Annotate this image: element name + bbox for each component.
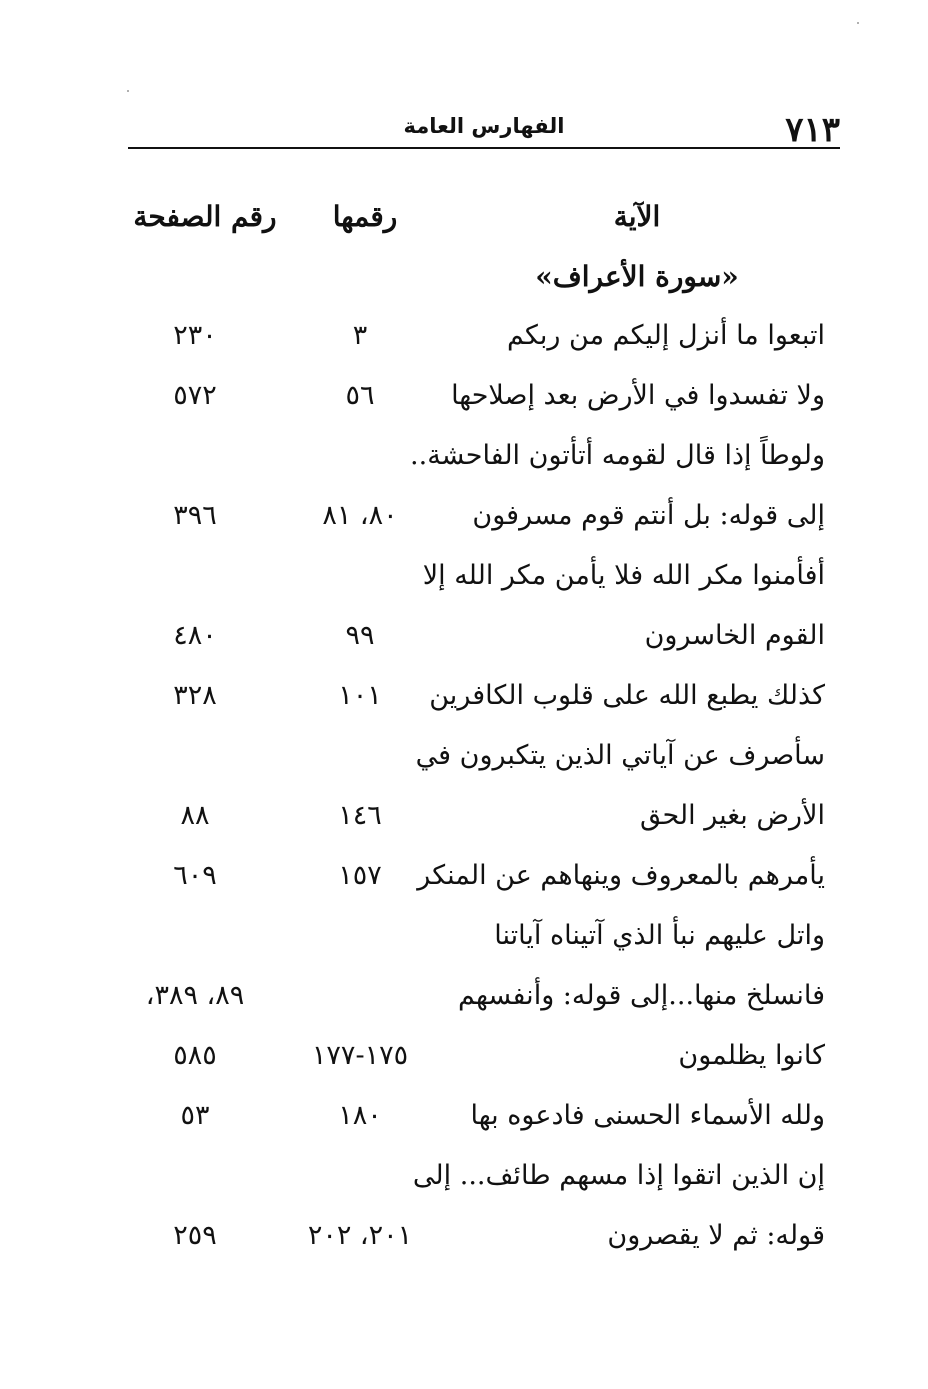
page-reference <box>110 726 280 786</box>
ayah-text: سأصرف عن آياتي الذين يتكبرون في <box>415 740 825 771</box>
ayah-number: ١٤٦ <box>338 800 382 831</box>
table-row <box>0 426 928 486</box>
ayah-number: ١٧٥-١٧٧ <box>311 1040 409 1071</box>
column-header-ayah-number: رقمها <box>332 200 398 233</box>
ayah-number <box>280 546 440 606</box>
ayah-number <box>280 726 440 786</box>
ayah-text: كانوا يظلمون <box>678 1040 825 1071</box>
ayah-text: ولله الأسماء الحسنى فادعوه بها <box>470 1100 825 1131</box>
page-reference <box>110 906 280 966</box>
ayah-number: ٥٦ <box>345 380 375 411</box>
ayah-number <box>280 426 440 486</box>
ayah-text: إن الذين اتقوا إذا مسهم طائف... إلى <box>412 1160 825 1191</box>
ayah-number: ١٥٧ <box>338 860 382 891</box>
ayah-text: إلى قوله: بل أنتم قوم مسرفون <box>472 500 825 531</box>
table-row <box>0 546 928 606</box>
ayah-text: كذلك يطبع الله على قلوب الكافرين <box>429 680 825 711</box>
ayah-text: ولوطاً إذا قال لقومه أتأتون الفاحشة.. <box>410 440 825 471</box>
ayah-text: قوله: ثم لا يقصرون <box>607 1220 825 1251</box>
ayah-number: ١٠١ <box>338 680 382 711</box>
table-row <box>0 606 928 666</box>
ayah-number <box>280 906 440 966</box>
table-row <box>0 666 928 726</box>
page-reference: ٤٨٠ <box>173 620 217 651</box>
page-reference <box>110 1146 280 1206</box>
page-reference: ٣٢٨ <box>173 680 217 711</box>
ayah-text: الأرض بغير الحق <box>639 800 825 831</box>
scan-speck <box>857 22 859 24</box>
ayah-text: يأمرهم بالمعروف وينهاهم عن المنكر <box>417 860 825 891</box>
page-reference <box>110 426 280 486</box>
table-row <box>0 786 928 846</box>
table-row <box>0 486 928 546</box>
ayah-number <box>280 966 440 1026</box>
ayah-number: ٣ <box>352 320 368 351</box>
table-row <box>0 846 928 906</box>
scan-speck <box>127 90 129 92</box>
page-reference: ٢٥٩ <box>173 1220 217 1251</box>
page-reference: ٣٩٦ <box>173 500 217 531</box>
column-header-page-number: رقم الصفحة <box>133 200 277 233</box>
page-reference: ٢٣٠ <box>173 320 217 351</box>
table-row <box>0 906 928 966</box>
page-reference: ٨٨ <box>180 800 210 831</box>
table-row <box>0 1146 928 1206</box>
ayah-number <box>280 1146 440 1206</box>
page-reference: ٦٠٩ <box>173 860 217 891</box>
table-row <box>0 966 928 1026</box>
table-row <box>0 726 928 786</box>
column-header-ayah: الآية <box>613 200 661 233</box>
surah-title: «سورة الأعراف» <box>535 260 739 293</box>
ayah-text: أفأمنوا مكر الله فلا يأمن مكر الله إلا <box>422 560 825 591</box>
table-row <box>0 306 928 366</box>
ayah-text: فانسلخ منها...إلى قوله: وأنفسهم <box>458 980 825 1011</box>
running-header <box>128 100 840 148</box>
header-rule <box>128 147 840 149</box>
table-row <box>0 1206 928 1266</box>
ayah-number: ٢٠١، ٢٠٢ <box>307 1220 413 1251</box>
ayah-text: ولا تفسدوا في الأرض بعد إصلاحها <box>451 380 825 411</box>
page-reference <box>110 546 280 606</box>
ayah-number: ١٨٠ <box>338 1100 382 1131</box>
ayah-text: القوم الخاسرون <box>644 620 825 651</box>
table-row <box>0 366 928 426</box>
running-title: الفهارس العامة <box>403 114 565 138</box>
page-reference: ٥٣ <box>180 1100 210 1131</box>
ayah-number: ٨٠، ٨١ <box>322 500 398 531</box>
table-row <box>0 1026 928 1086</box>
page-reference: ٨٩، ٣٨٩، <box>145 980 245 1011</box>
ayah-text: واتل عليهم نبأ الذي آتيناه آياتنا <box>494 920 825 951</box>
ayah-number: ٩٩ <box>345 620 375 651</box>
ayah-text: اتبعوا ما أنزل إليكم من ربكم <box>507 320 825 351</box>
page-reference: ٥٨٥ <box>173 1040 217 1071</box>
table-row <box>0 1086 928 1146</box>
page-reference: ٥٧٢ <box>173 380 217 411</box>
page-number: ٧١٣ <box>785 110 840 150</box>
